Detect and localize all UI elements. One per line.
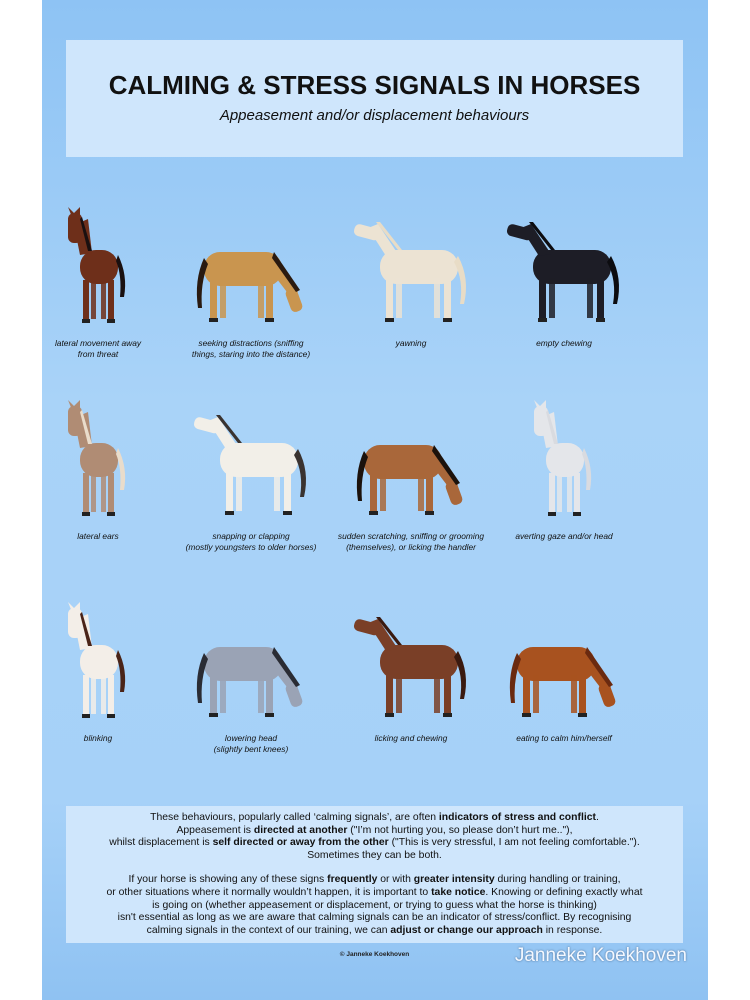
caption-line: licking and chewing — [374, 733, 448, 743]
horse-icon — [346, 615, 476, 725]
body-text: ("This is very stressful, I am not feeling comfortable."). — [388, 837, 640, 849]
title-box — [66, 40, 683, 157]
signal-caption — [337, 733, 485, 744]
signal-caption — [24, 531, 172, 542]
horse-illustration — [177, 398, 325, 523]
body-text: or other situations where it normally wouldn’t happen, it is important to — [106, 886, 432, 898]
copyright: © Janneke Koekhoven — [339, 951, 410, 959]
body-text: ("I’m not hurting you, so please don’t hurt me.."), — [347, 824, 573, 836]
signal-item — [24, 398, 172, 542]
caption-line: sudden scratching, sniffing or grooming — [337, 531, 485, 541]
footer — [66, 945, 687, 969]
emphasis-text: adjust or change our approach — [390, 924, 543, 936]
caption-line: averting gaze and/or head — [515, 531, 613, 541]
explanation-line — [70, 812, 679, 825]
explanation-line — [70, 912, 679, 925]
signal-item — [490, 398, 638, 542]
signal-item — [337, 595, 485, 744]
horse-illustration — [24, 595, 172, 725]
horse-icon — [346, 220, 476, 330]
caption-line: snapping or clapping — [212, 531, 290, 541]
horse-illustration — [24, 205, 172, 330]
horse-icon — [58, 600, 138, 725]
explanation-line — [70, 874, 679, 887]
signal-item — [490, 595, 638, 744]
explanation-paragraph — [70, 874, 679, 937]
body-text: calming signals in the context of our training, we can — [146, 924, 391, 936]
body-text: . Knowing or defining exactly what — [485, 886, 643, 898]
caption-line: things, staring into the distance) — [191, 349, 311, 359]
signal-caption — [490, 733, 638, 744]
signal-caption — [24, 338, 172, 360]
horse-illustration — [490, 595, 638, 725]
signal-caption — [490, 531, 638, 542]
body-text: during handling or training, — [494, 874, 621, 886]
horse-illustration — [490, 205, 638, 330]
emphasis-text: directed at another — [253, 824, 348, 836]
signal-caption — [24, 733, 172, 744]
caption-line: seeking distractions (sniffing — [198, 338, 304, 348]
horse-icon — [186, 413, 316, 523]
horse-icon — [499, 625, 629, 725]
body-text: . — [595, 812, 599, 823]
horse-icon — [346, 423, 476, 523]
caption-line: eating to calm him/herself — [516, 733, 612, 743]
bottom-section — [66, 806, 687, 969]
horse-illustration — [177, 205, 325, 330]
explanation-line — [70, 837, 679, 850]
horse-illustration — [490, 398, 638, 523]
body-text: isn't essential as long as we are aware that calming signals can be an indicator of stress/conflict. By recognising — [117, 912, 632, 924]
caption-line: blinking — [83, 733, 113, 743]
horse-illustration — [24, 398, 172, 523]
signal-caption — [490, 338, 638, 349]
signal-item — [177, 398, 325, 553]
emphasis-text: frequently — [327, 874, 378, 886]
explanation-paragraph — [70, 812, 679, 862]
body-text: Appeasement is — [176, 824, 254, 836]
horse-illustration — [337, 595, 485, 725]
body-text: whilst displacement is — [109, 837, 213, 849]
explanation-line — [70, 850, 679, 863]
watermark: Janneke Koekhoven — [514, 945, 687, 967]
caption-line: (themselves), or licking the handler — [346, 542, 476, 552]
poster — [42, 0, 708, 1000]
emphasis-text: self directed or away from the other — [212, 837, 389, 849]
signal-caption — [337, 531, 485, 553]
horse-icon — [58, 398, 138, 523]
body-text: in response. — [542, 924, 603, 936]
caption-line: lateral ears — [77, 531, 119, 541]
signal-item — [24, 205, 172, 360]
caption-line: empty chewing — [536, 338, 592, 348]
body-text: If your horse is showing any of these signs — [128, 874, 328, 886]
explanation-line — [70, 887, 679, 900]
explanation-line — [70, 825, 679, 838]
horse-icon — [58, 205, 138, 330]
signal-caption — [177, 338, 325, 360]
body-text: or with — [377, 874, 414, 886]
body-text: is going on (whether appeasement or displacement, or trying to guess what the horse is thinking) — [152, 899, 597, 911]
signal-caption — [177, 733, 325, 755]
body-text: These behaviours, popularly called ‘calming signals’, are often — [150, 812, 439, 823]
caption-line: (mostly youngsters to older horses) — [185, 542, 317, 552]
signal-item — [337, 398, 485, 553]
signal-item — [490, 205, 638, 349]
horse-icon — [499, 220, 629, 330]
signal-item — [177, 595, 325, 755]
signal-item — [337, 205, 485, 349]
body-text: Sometimes they can be both. — [307, 849, 442, 861]
signal-item — [24, 595, 172, 744]
emphasis-text: indicators of stress and conflict — [438, 812, 596, 823]
emphasis-text: greater intensity — [413, 874, 495, 886]
caption-line: yawning — [395, 338, 427, 348]
signal-item — [177, 205, 325, 360]
signal-caption — [337, 338, 485, 349]
horse-icon — [186, 625, 316, 725]
poster-subtitle: Appeasement and/or displacement behaviours — [219, 107, 530, 124]
horse-icon — [524, 398, 604, 523]
poster-title: CALMING & STRESS SIGNALS IN HORSES — [108, 70, 641, 100]
horse-icon — [186, 230, 316, 330]
horse-illustration — [177, 595, 325, 725]
caption-line: lowering head — [224, 733, 278, 743]
emphasis-text: take notice — [431, 886, 486, 898]
explanation-box — [66, 806, 683, 943]
explanation-line — [70, 900, 679, 913]
caption-line: from threat — [77, 349, 119, 359]
signal-caption — [177, 531, 325, 553]
explanation-line — [70, 925, 679, 938]
caption-line: (slightly bent knees) — [213, 744, 289, 754]
horse-illustration — [337, 398, 485, 523]
horse-illustration — [337, 205, 485, 330]
caption-line: lateral movement away — [54, 338, 142, 348]
